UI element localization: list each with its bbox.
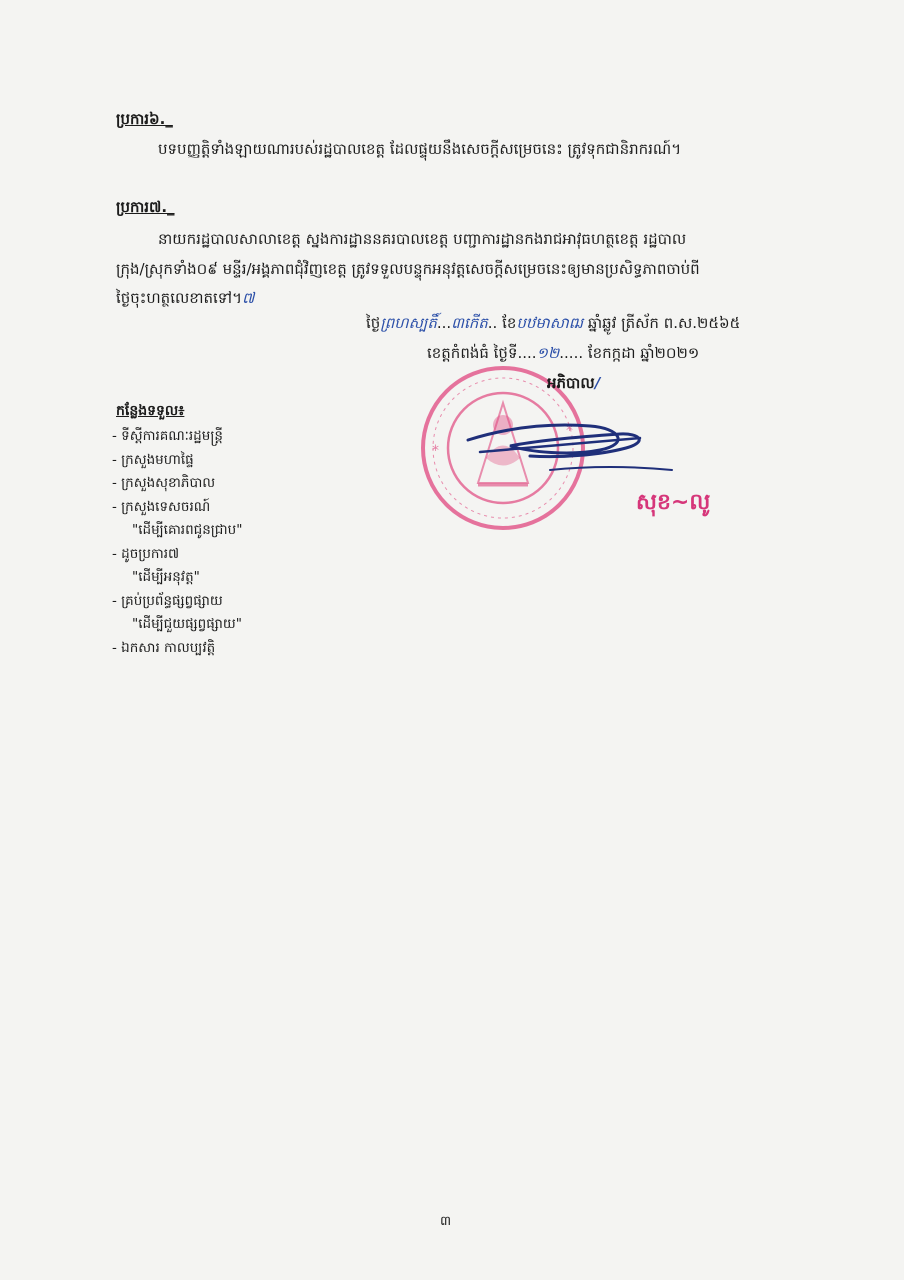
lunar-prefix: ថ្ងៃ	[366, 314, 381, 332]
handwritten-mark: ៧	[241, 289, 255, 307]
lunar-weekday: ព្រហស្បតិ៍	[380, 314, 437, 332]
governor-title-text: អភិបាល	[547, 374, 595, 392]
lunar-day: ៣កើត	[451, 314, 488, 332]
recipient-note: "ដើម្បីគោរពជូនជ្រាប"	[132, 522, 243, 538]
recipient-item: - ក្រសួងមហាផ្ទៃ	[112, 451, 194, 468]
svg-text:*: *	[432, 443, 439, 459]
solar-prefix: ខេត្តកំពង់ធំ ថ្ងៃទី	[427, 344, 518, 362]
article-7-line-3	[116, 284, 254, 313]
article-7-line-3-text: ថ្ងៃចុះហត្ថលេខាតទៅ។	[116, 289, 242, 307]
recipients-list	[112, 425, 242, 660]
article-7-line-1: នាយករដ្ឋបាលសាលាខេត្ត ស្នងការដ្ឋាននគរបាលខេត្ត បញ្ជាការដ្ឋានកងរាជអាវុធហត្ថខេត្ត រដ្ឋបាល	[158, 230, 687, 248]
governor-title	[547, 374, 600, 396]
recipient-note: "ដើម្បីជួយផ្សព្វផ្សាយ"	[132, 616, 242, 632]
recipient-note: "ដើម្បីអនុវត្ត"	[132, 569, 200, 585]
recipients-title: កន្លែងទទួល៖	[116, 403, 185, 419]
signatory-name: សុខ~លូ	[636, 490, 711, 515]
recipient-item: - គ្រប់ប្រព័ន្ធផ្សព្វផ្សាយ	[112, 592, 223, 609]
article-7-title: ប្រការ៧._	[116, 198, 175, 216]
page-number: ៣	[440, 1214, 452, 1229]
solar-date-line: ខេត្តកំពង់ធំ ថ្ងៃទី....១២..... ខែកក្កដា ឆ្នាំ២០២១	[427, 344, 700, 362]
lunar-date-line: ថ្ងៃព្រហស្បតិ៍...៣កើត.. ខែបឋមាសាឍ ឆ្នាំឆ្លូវ ត្រីស័ក ព.ស.២៥៦៥	[366, 314, 741, 332]
article-6-text: បទបញ្ញត្តិទាំងឡាយណារបស់រដ្ឋបាលខេត្ត ដែលផ្ទុយនឹងសេចក្ដីសម្រេចនេះ ត្រូវទុកជានិរាករណ៍។	[158, 140, 682, 158]
recipient-item: - ឯកសារ កាលប្បវត្តិ	[112, 639, 216, 656]
solar-suffix: ខែកក្កដា ឆ្នាំ២០២១	[587, 344, 700, 362]
article-6-title: ប្រការ៦._	[116, 110, 173, 128]
solar-day: ១២	[536, 344, 560, 362]
lunar-month-prefix: ខែ	[502, 314, 517, 332]
recipient-item: - ក្រសួងទេសចរណ៍	[112, 498, 211, 515]
recipient-item: - ទីស្តីការគណៈរដ្ឋមន្ត្រី	[112, 428, 223, 444]
title-slash-mark: /	[594, 374, 601, 392]
handwritten-signature	[450, 400, 680, 490]
recipient-item: - ក្រសួងសុខាភិបាល	[112, 475, 216, 491]
svg-text:*: *	[566, 423, 573, 439]
recipient-item: - ដូចប្រការ៧	[112, 545, 180, 562]
lunar-month: បឋមាសាឍ	[516, 314, 584, 332]
lunar-suffix: ឆ្នាំឆ្លូវ ត្រីស័ក ព.ស.២៥៦៥	[587, 314, 741, 332]
article-7-line-2: ក្រុង/ស្រុកទាំង០៩ មន្ទីរ/អង្គភាពជុំវិញខេត្ត ត្រូវទទួលបន្ទុកអនុវត្តសេចក្តីសម្រេចនេះឲ្យមានប្រសិទ្ធភាពចាប់ពី	[116, 260, 700, 278]
